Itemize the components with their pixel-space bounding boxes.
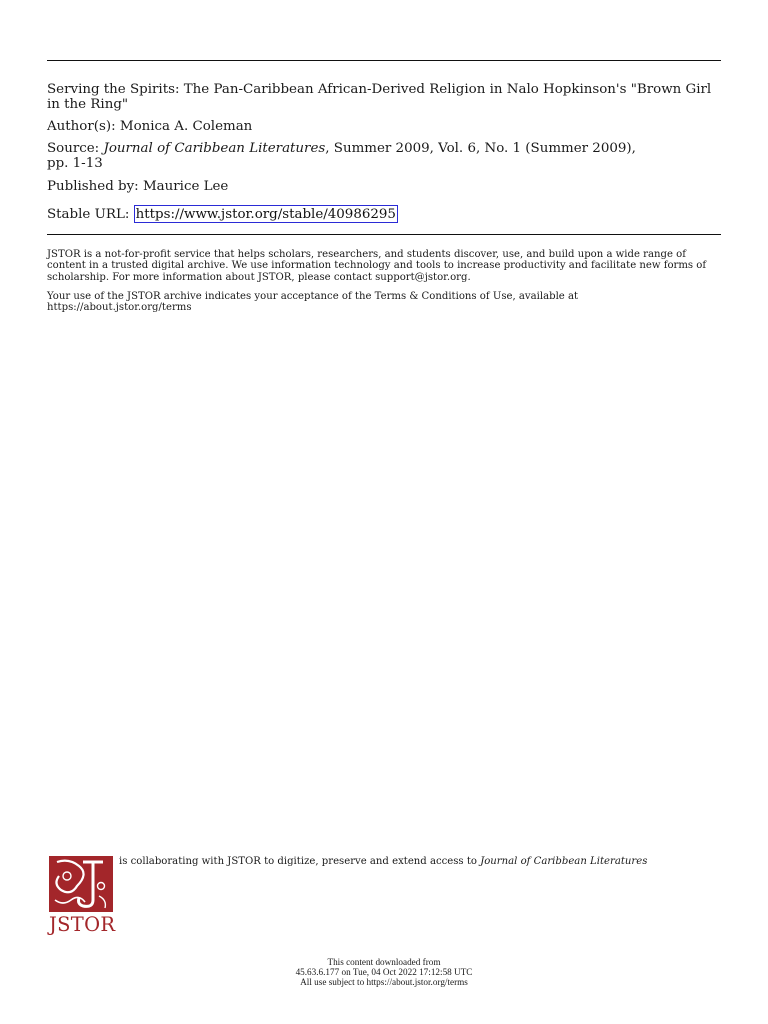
top-rule: [47, 60, 721, 61]
collaboration-journal: Journal of Caribbean Literatures: [480, 856, 648, 867]
section-rule: [47, 234, 721, 235]
stable-url-line: [47, 207, 727, 222]
collaboration-text: is collaborating with JSTOR to digitize, preserve and extend access to: [119, 856, 477, 867]
footer-line-2: 45.63.6.177 on Tue, 04 Oct 2022 17:12:58 UTC: [295, 967, 473, 978]
publisher-line: [47, 179, 727, 194]
source-journal: Journal of Caribbean Literatures: [103, 141, 326, 156]
seal-graphic: [49, 856, 113, 912]
jstor-wordmark: JSTOR: [49, 913, 116, 936]
jstor-seal-icon: [49, 856, 113, 912]
jstor-about-notice: JSTOR is a not-for-profit service that helps scholars, researchers, and students discover, use, and build upon a wide range of content in a trusted digital archive. We use information technology and tools to increase productivity and facilitate new forms of scholarship. For more information about JSTOR, please contact support@jstor.org.: [47, 249, 707, 283]
source-label: Source:: [47, 141, 100, 156]
authors-line: [47, 119, 727, 134]
jstor-logo: [49, 856, 115, 935]
authors-label: Author(s):: [47, 119, 116, 134]
footer-line-3: All use subject to https://about.jstor.org/terms: [300, 977, 468, 988]
publisher-label: Published by:: [47, 179, 139, 194]
stable-url-link[interactable]: https://www.jstor.org/stable/40986295: [135, 207, 396, 222]
collaboration-statement: [119, 856, 729, 868]
source-details: , Summer 2009, Vol. 6, No. 1 (Summer 2009),: [325, 141, 636, 156]
terms-link[interactable]: https://about.jstor.org/terms: [47, 302, 192, 314]
source-pages: pp. 1-13: [47, 156, 103, 171]
publisher-value: Maurice Lee: [142, 179, 229, 194]
terms-notice: [47, 291, 723, 314]
stable-url-label: Stable URL:: [47, 207, 130, 222]
footer-line-1: This content downloaded from: [327, 957, 441, 967]
article-title: Serving the Spirits: The Pan-Caribbean African-Derived Religion in Nalo Hopkinson's "Brown Girl in the Ring": [47, 82, 712, 112]
authors-value: Monica A. Coleman: [119, 119, 253, 134]
source-line: [47, 141, 727, 171]
download-footer: [0, 957, 768, 988]
terms-text: Your use of the JSTOR archive indicates your acceptance of the Terms & Conditions of Use, available at: [47, 291, 579, 302]
